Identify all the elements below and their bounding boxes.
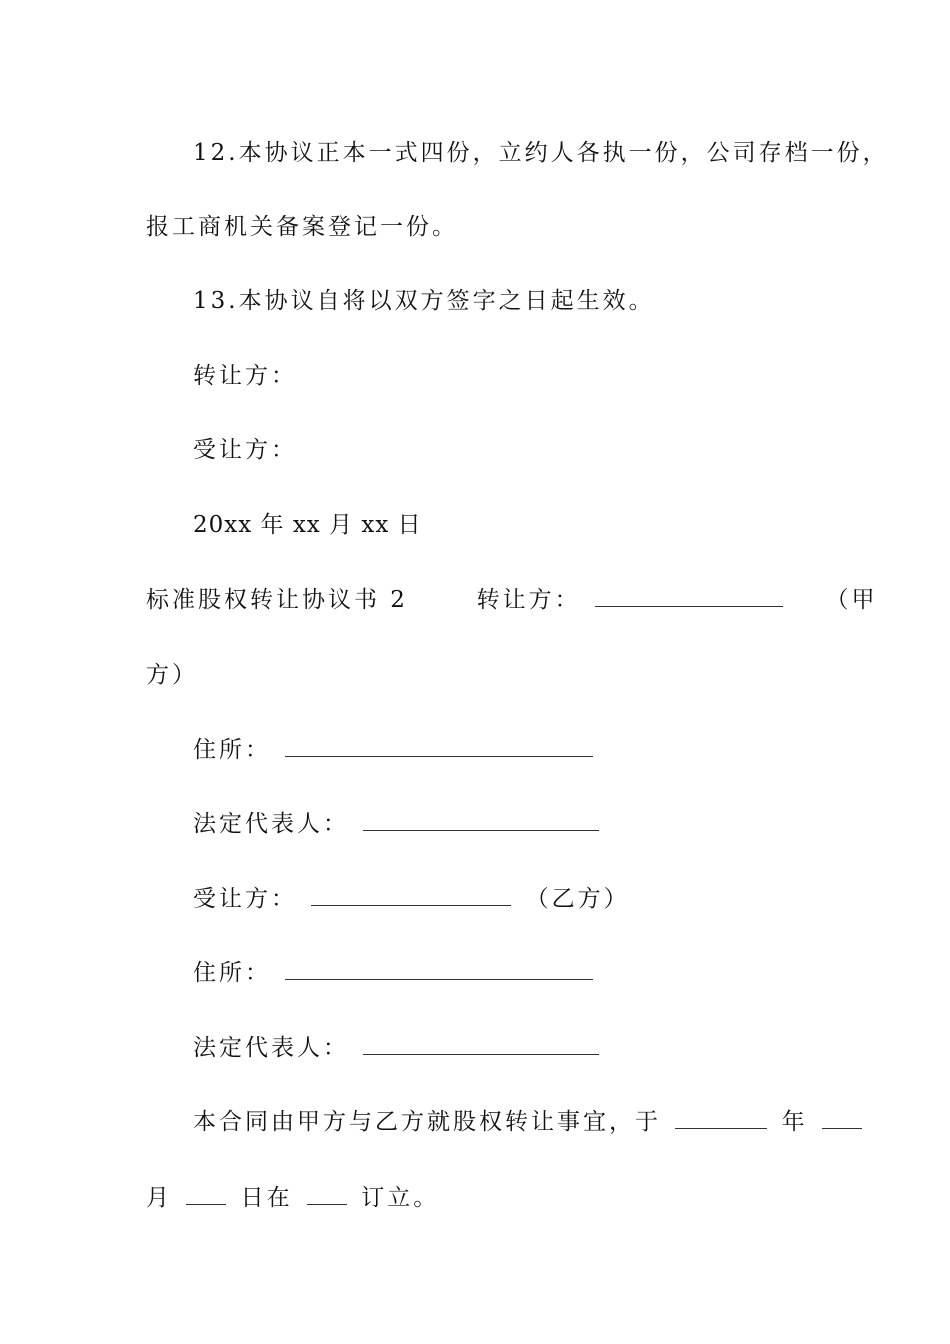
month-label: 月	[146, 1185, 172, 1211]
place-blank[interactable]	[307, 1182, 347, 1205]
clause-12-line-2: 报工商机关备案登记一份。	[146, 214, 458, 240]
transferee-legal-rep-line	[193, 1032, 603, 1063]
clause-12-line-1: 12.本协议正本一式四份，立约人各执一份，公司存档一份，	[193, 140, 889, 166]
signing-date: 20xx 年 xx 月 xx 日	[193, 512, 422, 538]
contract-date-line-2	[146, 1182, 439, 1213]
day-blank[interactable]	[186, 1182, 226, 1205]
contract-date-line-1	[193, 1106, 866, 1137]
transferor-address-blank[interactable]	[285, 734, 593, 757]
contract-text: 本合同由甲方与乙方就股权转让事宜，于	[193, 1109, 661, 1135]
transferor-legal-rep-line	[193, 808, 603, 839]
transferor-legal-rep-blank[interactable]	[363, 808, 599, 831]
transferor-blank[interactable]	[595, 584, 783, 607]
transferor-label: 转让方：	[476, 587, 581, 613]
transferee-line	[193, 883, 630, 914]
transferor-address-line	[193, 734, 597, 765]
transferee-address-line	[193, 957, 597, 988]
transferee-address-blank[interactable]	[285, 957, 593, 980]
transferee-label: 受让方：	[193, 886, 297, 912]
party-b-label: （乙方）	[525, 886, 630, 912]
day-label: 日在	[240, 1185, 293, 1211]
address-label: 住所：	[193, 737, 271, 763]
legal-rep-label: 法定代表人：	[193, 811, 349, 837]
agreement-2-title-line	[146, 584, 878, 615]
month-blank[interactable]	[822, 1106, 862, 1129]
address-label: 住所：	[193, 960, 271, 986]
transferee-blank[interactable]	[311, 883, 511, 906]
year-label: 年	[781, 1109, 808, 1135]
transferee-legal-rep-blank[interactable]	[363, 1032, 599, 1055]
party-a-close: 方）	[146, 662, 198, 688]
agreement-2-title: 标准股权转让协议书 2	[146, 587, 408, 613]
clause-13: 13.本协议自将以双方签字之日起生效。	[193, 288, 655, 314]
legal-rep-label: 法定代表人：	[193, 1035, 349, 1061]
year-blank[interactable]	[675, 1106, 767, 1129]
transferee-signature-label: 受让方：	[193, 437, 297, 463]
signed-label: 订立。	[361, 1185, 440, 1211]
party-a-open: （甲	[825, 587, 878, 613]
transferor-signature-label: 转让方：	[193, 363, 297, 389]
